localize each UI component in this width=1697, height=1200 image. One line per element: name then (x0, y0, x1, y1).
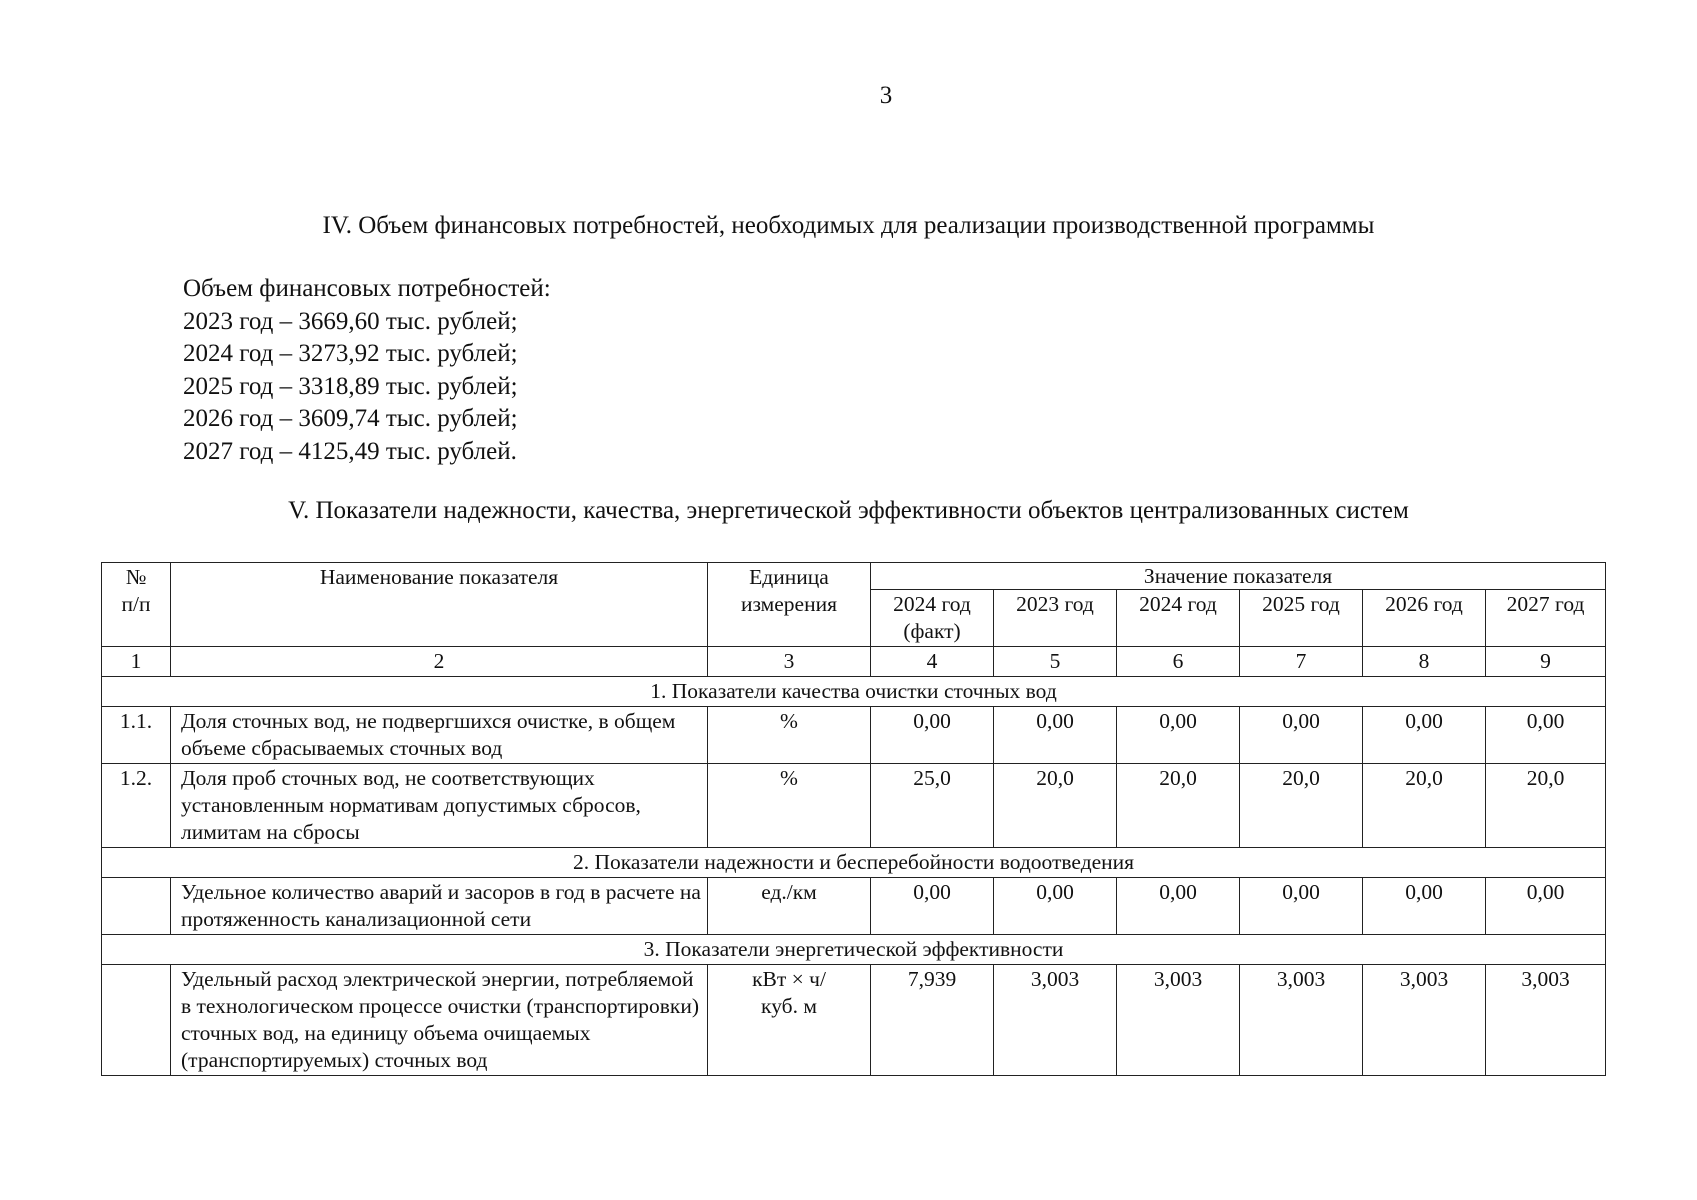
financial-needs-line: 2025 год – 3318,89 тыс. рублей; (183, 372, 518, 400)
column-number: 8 (1363, 647, 1486, 677)
table-row (102, 965, 1606, 1076)
row-value: 20,0 (994, 764, 1117, 848)
row-name: Доля проб сточных вод, не соответствующих установленным нормативам допустимых сбросов, лимитам на сбросы (171, 764, 708, 848)
group-title: 2. Показатели надежности и бесперебойности водоотведения (102, 848, 1606, 878)
row-value: 20,0 (1240, 764, 1363, 848)
header-year: 2024 год (1117, 590, 1240, 647)
column-number-row (102, 647, 1606, 677)
row-unit: ед./км (708, 878, 871, 935)
header-name: Наименование показателя (171, 563, 708, 647)
row-name: Доля сточных вод, не подвергшихся очистке, в общем объеме сбрасываемых сточных вод (171, 707, 708, 764)
financial-needs-line: 2024 год – 3273,92 тыс. рублей; (183, 340, 518, 367)
group-title: 1. Показатели качества очистки сточных вод (102, 677, 1606, 707)
row-value: 0,00 (1117, 707, 1240, 764)
indicators-table (101, 562, 1606, 1076)
header-value-group: Значение показателя (871, 563, 1606, 590)
row-value: 0,00 (1117, 878, 1240, 935)
row-value: 3,003 (994, 965, 1117, 1076)
table-header-row (102, 563, 1606, 590)
table-row (102, 707, 1606, 764)
row-value: 0,00 (994, 878, 1117, 935)
row-value: 0,00 (1363, 878, 1486, 935)
row-value: 0,00 (1486, 707, 1606, 764)
column-number: 9 (1486, 647, 1606, 677)
column-number: 1 (102, 647, 171, 677)
row-unit: % (708, 707, 871, 764)
row-value: 0,00 (871, 878, 994, 935)
row-value: 3,003 (1363, 965, 1486, 1076)
header-num: № п/п (102, 563, 171, 647)
row-value: 25,0 (871, 764, 994, 848)
group-title-row (102, 935, 1606, 965)
row-value: 20,0 (1486, 764, 1606, 848)
header-year: 2023 год (994, 590, 1117, 647)
row-unit: кВт × ч/ куб. м (708, 965, 871, 1076)
group-title-row (102, 677, 1606, 707)
row-value: 3,003 (1240, 965, 1363, 1076)
row-num: 1.1. (102, 707, 171, 764)
financial-needs-intro: Объем финансовых потребностей: (183, 275, 551, 302)
row-value: 0,00 (994, 707, 1117, 764)
row-unit: % (708, 764, 871, 848)
row-value: 20,0 (1363, 764, 1486, 848)
column-number: 7 (1240, 647, 1363, 677)
column-number: 5 (994, 647, 1117, 677)
section-iv-title: IV. Объем финансовых потребностей, необходимых для реализации производственной программы (322, 212, 1375, 239)
row-value: 0,00 (1363, 707, 1486, 764)
column-number: 4 (871, 647, 994, 677)
column-number: 6 (1117, 647, 1240, 677)
financial-needs-line: 2026 год – 3609,74 тыс. рублей; (183, 405, 518, 432)
row-name: Удельное количество аварий и засоров в год в расчете на протяженность канализационной сети (171, 878, 708, 935)
column-number: 3 (708, 647, 871, 677)
row-value: 20,0 (1117, 764, 1240, 848)
header-year: 2027 год (1486, 590, 1606, 647)
group-title: 3. Показатели энергетической эффективности (102, 935, 1606, 965)
header-year: 2026 год (1363, 590, 1486, 647)
row-value: 7,939 (871, 965, 994, 1076)
page-number: 3 (879, 82, 893, 109)
row-value: 0,00 (1486, 878, 1606, 935)
financial-needs-block (183, 273, 551, 468)
row-value: 0,00 (871, 707, 994, 764)
section-v-title: V. Показатели надежности, качества, энергетической эффективности объектов централизованных систем (288, 497, 1409, 524)
group-title-row (102, 848, 1606, 878)
row-value: 0,00 (1240, 878, 1363, 935)
table-row (102, 764, 1606, 848)
row-num: 1.2. (102, 764, 171, 848)
row-num (102, 878, 171, 935)
table-row (102, 878, 1606, 935)
financial-needs-line: 2027 год – 4125,49 тыс. рублей. (183, 437, 517, 465)
header-year: 2025 год (1240, 590, 1363, 647)
header-year: 2024 год (факт) (871, 590, 994, 647)
header-unit: Единица измерения (708, 563, 871, 647)
row-value: 3,003 (1486, 965, 1606, 1076)
row-value: 0,00 (1240, 707, 1363, 764)
financial-needs-line: 2023 год – 3669,60 тыс. рублей; (183, 307, 518, 335)
row-name: Удельный расход электрической энергии, потребляемой в технологическом процессе очистки (транспортировки) сточных вод, на единицу объема очищаемых (транспортируемых) сточных вод (171, 965, 708, 1076)
column-number: 2 (171, 647, 708, 677)
row-num (102, 965, 171, 1076)
row-value: 3,003 (1117, 965, 1240, 1076)
